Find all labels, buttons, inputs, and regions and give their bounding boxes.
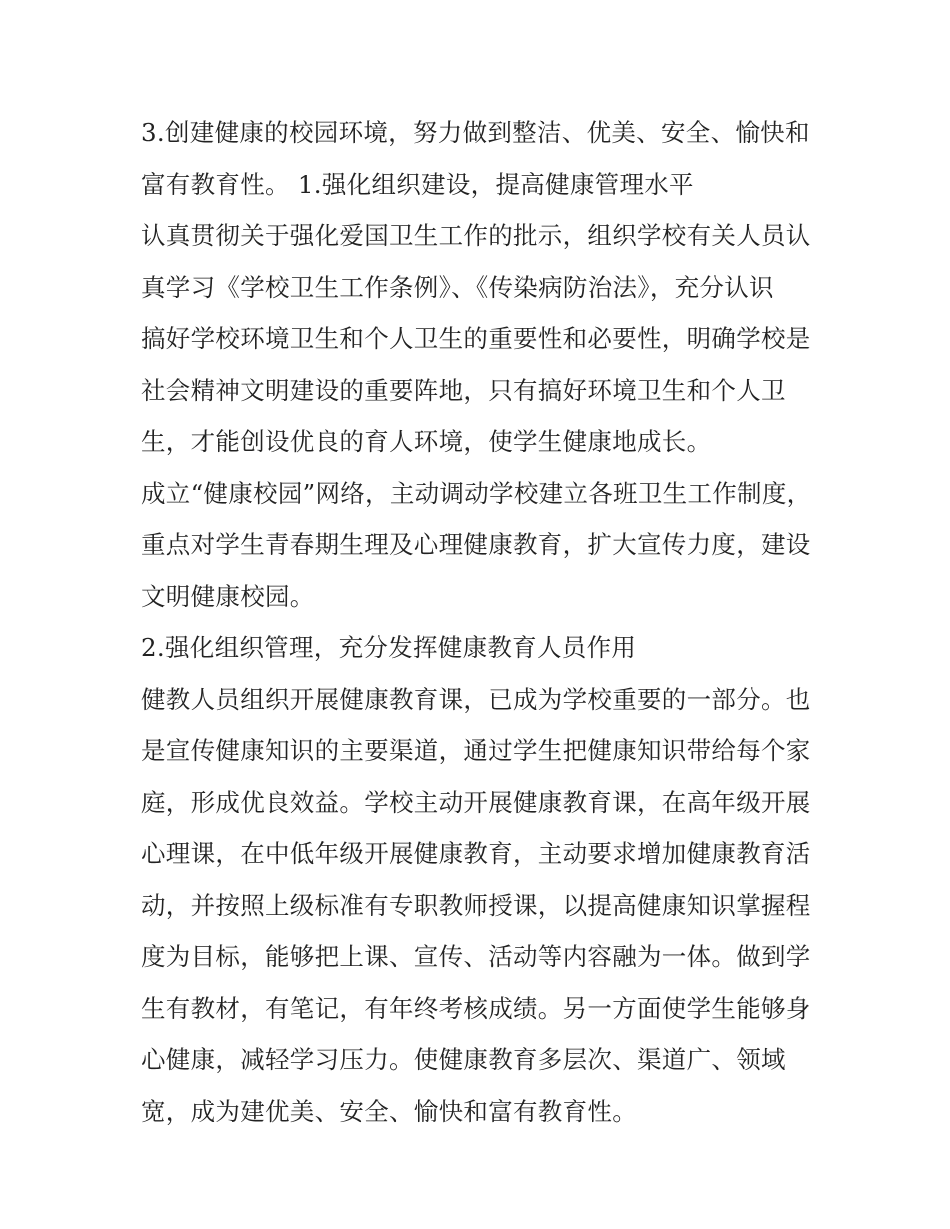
text-line: 搞好学校环境卫生和个人卫生的重要性和必要性，明确学校是 bbox=[141, 324, 811, 353]
document-body bbox=[141, 107, 821, 1137]
text-line: 庭，形成优良效益。学校主动开展健康教育课，在高年级开展 bbox=[141, 787, 811, 817]
text-line: 心健康，减轻学习压力。使健康教育多层次、渠道广、领域 bbox=[141, 1045, 786, 1074]
text-line: 文明健康校园。 bbox=[141, 581, 315, 611]
text-line: 动，并按照上级标准有专职教师授课，以提高健康知识掌握程 bbox=[141, 890, 811, 920]
text-line: 认真贯彻关于强化爱国卫生工作的批示，组织学校有关人员认 bbox=[141, 221, 811, 250]
text-line: 度为目标，能够把上课、宣传、活动等内容融为一体。做到学 bbox=[141, 942, 811, 971]
text-line: 健教人员组织开展健康教育课，已成为学校重要的一部分。也 bbox=[141, 684, 811, 714]
text-line: 3.创建健康的校园环境，努力做到整洁、优美、安全、愉快和 bbox=[141, 118, 810, 147]
text-line: 生有教材，有笔记，有年终考核成绩。另一方面使学生能够身 bbox=[141, 993, 811, 1023]
text-line: 是宣传健康知识的主要渠道，通过学生把健康知识带给每个家 bbox=[141, 736, 811, 765]
text-line: 真学习《学校卫生工作条例》、《传染病防治法》，充分认识 bbox=[141, 272, 774, 302]
text-line: 富有教育性。 1.强化组织建设，提高健康管理水平 bbox=[141, 169, 694, 199]
text-line: 心理课，在中低年级开展健康教育，主动要求增加健康教育活 bbox=[141, 839, 811, 868]
text-line: 成立“健康校园”网络，主动调动学校建立各班卫生工作制度， bbox=[141, 478, 812, 508]
text-line: 重点对学生青春期生理及心理健康教育，扩大宣传力度，建设 bbox=[141, 530, 811, 559]
text-line: 宽，成为建优美、安全、愉快和富有教育性。 bbox=[141, 1096, 637, 1126]
text-line: 生，才能创设优良的育人环境，使学生健康地成长。 bbox=[141, 427, 712, 456]
text-line: 社会精神文明建设的重要阵地，只有搞好环境卫生和个人卫 bbox=[141, 375, 786, 405]
text-line: 2.强化组织管理，充分发挥健康教育人员作用 bbox=[141, 633, 637, 662]
